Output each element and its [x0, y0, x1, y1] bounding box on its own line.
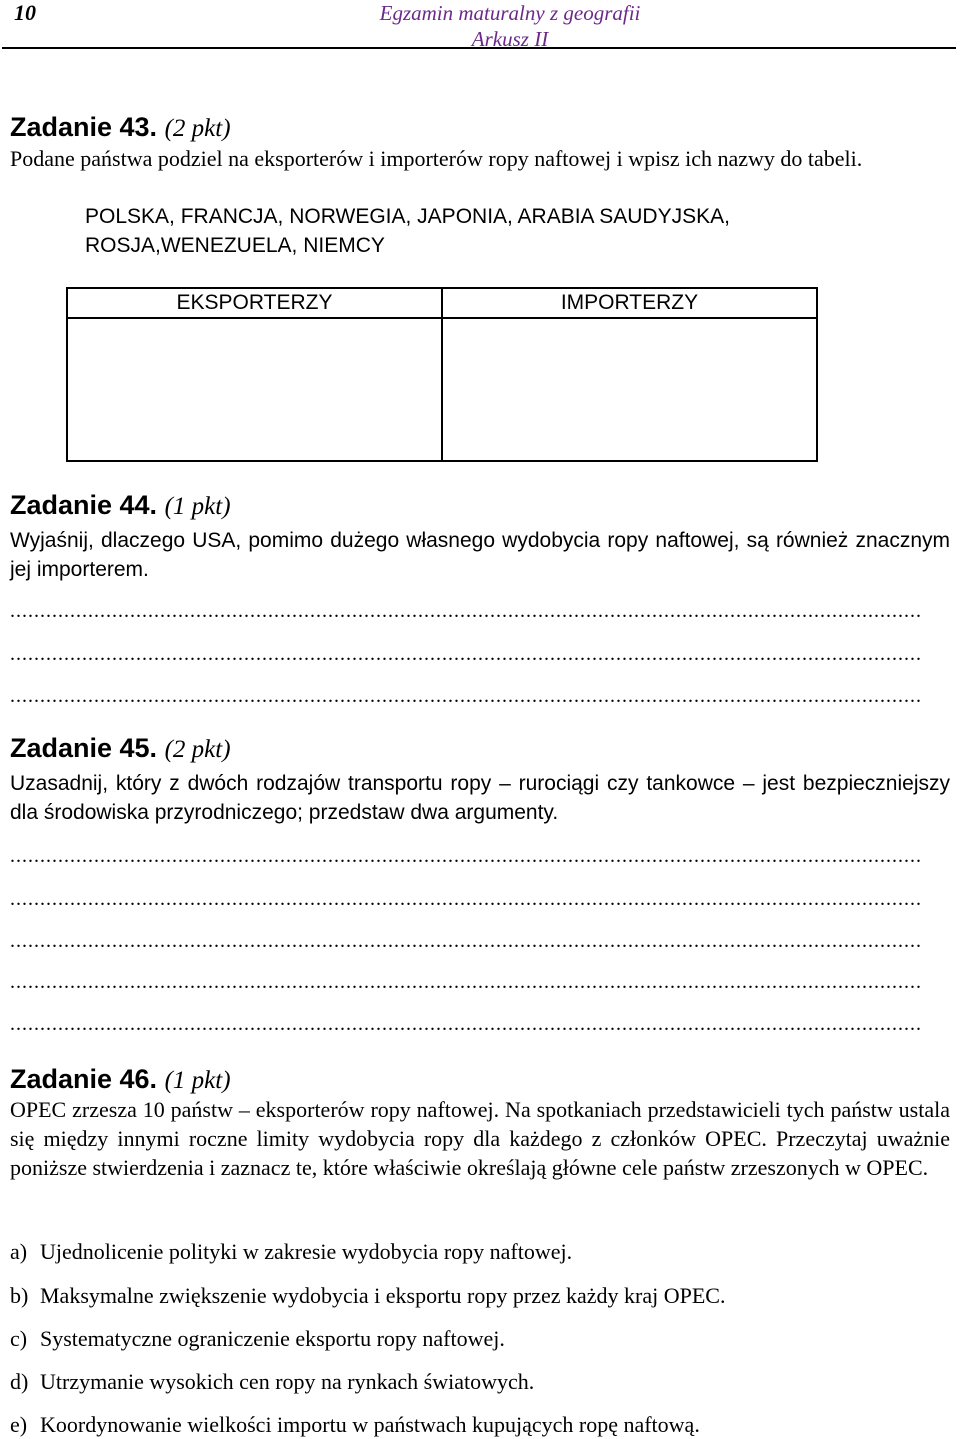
column-header-importers: IMPORTERZY	[442, 288, 817, 318]
option-e-text: Koordynowanie wielkości importu w państwach kupujących ropę naftową.	[40, 1412, 700, 1437]
task43-countries-line2: ROSJA,WENEZUELA, NIEMCY	[85, 234, 385, 257]
task45-answer-line-1[interactable]: ........................................................................................................................................................	[10, 845, 922, 867]
task46-points: (1 pkt)	[164, 1067, 231, 1094]
document-header	[0, 0, 960, 52]
task44-points: (1 pkt)	[164, 493, 231, 520]
option-a-label: a)	[10, 1239, 28, 1264]
task44-answer-line-2[interactable]: ........................................................................................................................................................	[10, 643, 922, 665]
task44-question: Wyjaśnij, dlaczego USA, pomimo dużego własnego wydobycia ropy naftowej, są również znacznym jej importerem.	[10, 529, 950, 581]
task43-instruction: Podane państwa podziel na eksporterów i importerów ropy naftowej i wpisz ich nazwy do tabeli.	[10, 146, 863, 171]
option-b-label: b)	[10, 1283, 29, 1308]
task44-title	[10, 490, 231, 521]
column-header-exporters: EKSPORTERZY	[67, 288, 442, 318]
task45-answer-line-2[interactable]: ........................................................................................................................................................	[10, 888, 922, 910]
option-b-text: Maksymalne zwiększenie wydobycia i eksportu ropy przez każdy kraj OPEC.	[40, 1283, 726, 1308]
task45-answer-line-4[interactable]: ........................................................................................................................................................	[10, 971, 922, 993]
header-divider	[2, 47, 956, 49]
task45-answer-line-5[interactable]: ........................................................................................................................................................	[10, 1013, 922, 1035]
option-c-text: Systematyczne ograniczenie eksportu ropy naftowej.	[40, 1326, 505, 1351]
task46-number: Zadanie 46.	[10, 1064, 158, 1094]
task45-number: Zadanie 45.	[10, 733, 158, 763]
option-c-label: c)	[10, 1326, 28, 1351]
task46-intro: OPEC zrzesza 10 państw – eksporterów ropy naftowej. Na spotkaniach przedstawicieli tych państw ustala się między innymi roczne limity wydobycia ropy dla każdego z członków OPEC. Przeczytaj uważnie poniższe stwierdzenia i zaznacz te, które właściwie określają główne cele państw zrzeszonych w OPEC.	[10, 1097, 950, 1180]
option-d-text: Utrzymanie wysokich cen ropy na rynkach światowych.	[40, 1369, 535, 1394]
header-title-line2: Arkusz II	[471, 27, 549, 51]
option-e-label: e)	[10, 1412, 28, 1437]
task45-title	[10, 733, 231, 764]
task46-option-b[interactable]	[10, 1282, 725, 1310]
task43-countries	[85, 202, 945, 260]
header-title-line1: Egzamin maturalny z geografii	[379, 1, 641, 25]
task43-countries-line1: POLSKA, FRANCJA, NORWEGIA, JAPONIA, ARABIA SAUDYJSKA,	[85, 205, 730, 228]
task46-option-e[interactable]	[10, 1411, 700, 1439]
task43-points: (2 pkt)	[164, 115, 231, 142]
option-a-text: Ujednolicenie polityki w zakresie wydobycia ropy naftowej.	[40, 1239, 573, 1264]
exporters-answer-cell[interactable]	[67, 318, 442, 461]
task46-option-d[interactable]	[10, 1368, 534, 1396]
task46-option-c[interactable]	[10, 1325, 505, 1353]
task44-answer-line-1[interactable]: ........................................................................................................................................................	[10, 600, 922, 622]
page-number: 10	[14, 0, 36, 25]
task43-number: Zadanie 43.	[10, 112, 158, 142]
task43-title	[10, 112, 231, 143]
option-d-label: d)	[10, 1369, 29, 1394]
task46-option-a[interactable]	[10, 1238, 572, 1266]
task46-title	[10, 1064, 231, 1095]
task45-points: (2 pkt)	[164, 736, 231, 763]
exporters-importers-table	[66, 287, 818, 462]
task44-answer-line-3[interactable]: ........................................................................................................................................................	[10, 685, 922, 707]
task45-question: Uzasadnij, który z dwóch rodzajów transportu ropy – rurociągi czy tankowce – jest bezpieczniejszy dla środowiska przyrodniczego; przedstaw dwa argumenty.	[10, 772, 950, 824]
task45-answer-line-3[interactable]: ........................................................................................................................................................	[10, 930, 922, 952]
importers-answer-cell[interactable]	[442, 318, 817, 461]
task44-number: Zadanie 44.	[10, 490, 158, 520]
